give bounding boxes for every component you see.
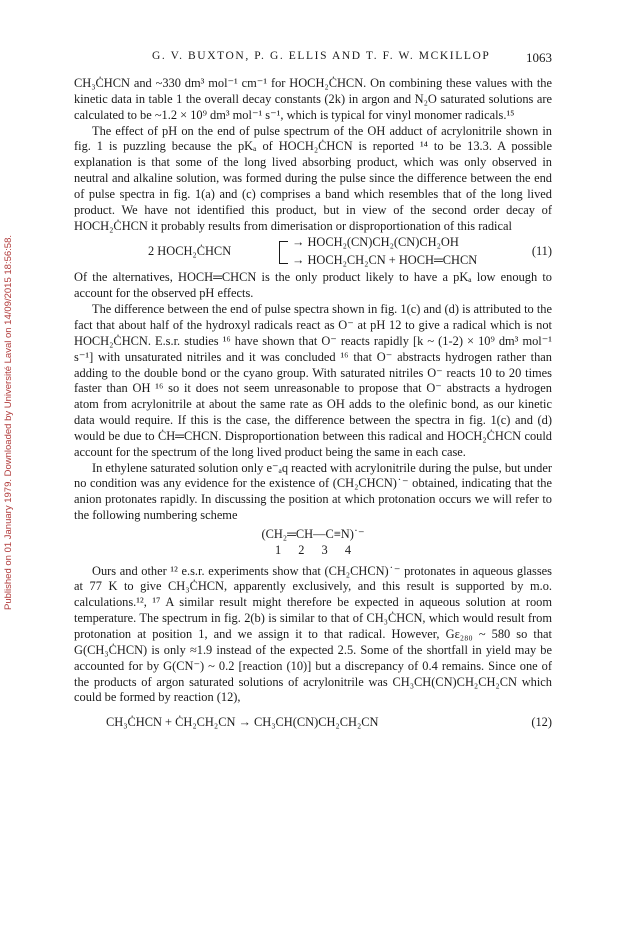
equation-11-reactant: 2 HOCH₂ĊHCN: [148, 244, 232, 259]
scheme-numbers: 1 2 3 4: [274, 542, 352, 557]
branch-bracket: [279, 241, 288, 264]
page-number: 1063: [526, 50, 552, 65]
paragraph: Of the alternatives, HOCH═CHCN is the only product likely to have a pKₐ low enough to account for the observed pH effects.: [74, 270, 552, 301]
equation-11-product-2: → HOCH₂CH₂CN + HOCH═CHCN: [292, 253, 478, 268]
equation-11-product-1: → HOCH₂(CN)CH₂(CN)CH₂OH: [292, 235, 459, 250]
paragraph: Ours and other ¹² e.s.r. experiments show that (CH₂CHCN)˙⁻ protonates in aqueous glasses at 77 K to give CH₃ĊHCN, apparently exclusively, and this result is supported by m.o. calculations.¹², ¹⁷ A similar result might therefore be expected in aqueous solution at room temperature. The spectrum in fig. 2(b) is similar to that of CH₃ĊHCN, which would result from protonation at position 1, and we assign it to that radical. However, Gε₂₈₀ ~ 580 so that G(CH₃ĊHCN) is only ≈1.9 instead of the expected 2.5. Some of the shortfall in yield may be accounted for by G(CN⁻) ~ 0.2 [reaction (10)] but a discrepancy of 0.4 remains. Since one of the products of argon saturated solutions of acrylonitrile was CH₃CH(CN)CH₂CH₂CN which could be formed by reaction (12),: [74, 563, 552, 705]
equation-11: [74, 234, 552, 270]
download-watermark-text: Published on 01 January 1979. Downloaded by Université Laval on 14/09/2015 18:56:58.: [3, 235, 14, 610]
running-title: G. V. BUXTON, P. G. ELLIS AND T. F. W. MCKILLOP: [152, 50, 491, 62]
scheme-formula: (CH₂═CH—C≡N)˙⁻: [261, 526, 365, 541]
article-body: [74, 76, 552, 736]
paragraph: The difference between the end of pulse spectra shown in fig. 1(c) and (d) is attributed to the fact that about half of the hydroxyl radicals react as O⁻ at pH 12 to give a radical which is not HOCH₂ĊHCN. E.s.r. studies ¹⁶ have shown that O⁻ reacts rapidly [k ~ (1-2) × 10⁹ dm³ mol⁻¹ s⁻¹] with unsaturated nitriles and it was concluded ¹⁶ that O⁻ abstracts hydrogen rather than adding to the double bond or the cyano group. With saturated nitriles O⁻ reacts 10 to 20 times faster than OH ¹⁶ so it does not seem unreasonable to propose that O⁻ abstracts a hydrogen atom from acrylonitrile at about the same rate as OH adds to the olefinic bond, as our kinetic data would require. If this is the case, the difference between the spectra in fig. 1(c) and (d) would be due to ĊH═CHCN. Disproportionation between this radical and HOCH₂ĊHCN could account for the spectrum of the long lived product being the same in each case.: [74, 302, 552, 459]
download-watermark: [3, 180, 17, 610]
paragraph: In ethylene saturated solution only e⁻ₐq reacted with acrylonitrile during the pulse, but under no condition was any evidence for the existence of (CH₂CHCN)˙⁻ obtained, indicating that the anion protonates rapidly. In discussing the position at which protonation occurs we will refer to the following numbering scheme: [74, 460, 552, 523]
paragraph: The effect of pH on the end of pulse spectrum of the OH adduct of acrylonitrile shown in fig. 1 is puzzling because the pKₐ of HOCH₂ĊHCN is reported ¹⁴ to be 13.3. A possible explanation is that some of the long lived absorbing product, which was only observed in neutral and alkaline solution, was formed during the pulse since the difference between the end of pulse spectra in fig. 1(a) and (c) comprises a band which resembles that of the long lived product. We have not identified this product, but in view of the second order decay of HOCH₂ĊHCN it probably results from dimerisation or disproportionation of this radical: [74, 123, 552, 233]
equation-12-text: CH₃ĊHCN + ĊH₂CH₂CN → CH₃CH(CN)CH₂CH₂CN: [106, 715, 379, 730]
equation-number: (11): [531, 244, 552, 259]
numbering-scheme: [74, 527, 552, 559]
equation-12: [74, 710, 552, 736]
paragraph: CH₃ĊHCN and ~330 dm³ mol⁻¹ cm⁻¹ for HOCH₂ĊHCN. On combining these values with the kinetic data in table 1 the overall decay constants (2k) in argon and N₂O saturated solutions are calculated to be ~1.2 × 10⁹ dm³ mol⁻¹ s⁻¹, which is typical for vinyl monomer radicals.¹⁵: [74, 76, 552, 122]
page-header: [74, 50, 552, 66]
equation-number: (12): [531, 715, 552, 730]
